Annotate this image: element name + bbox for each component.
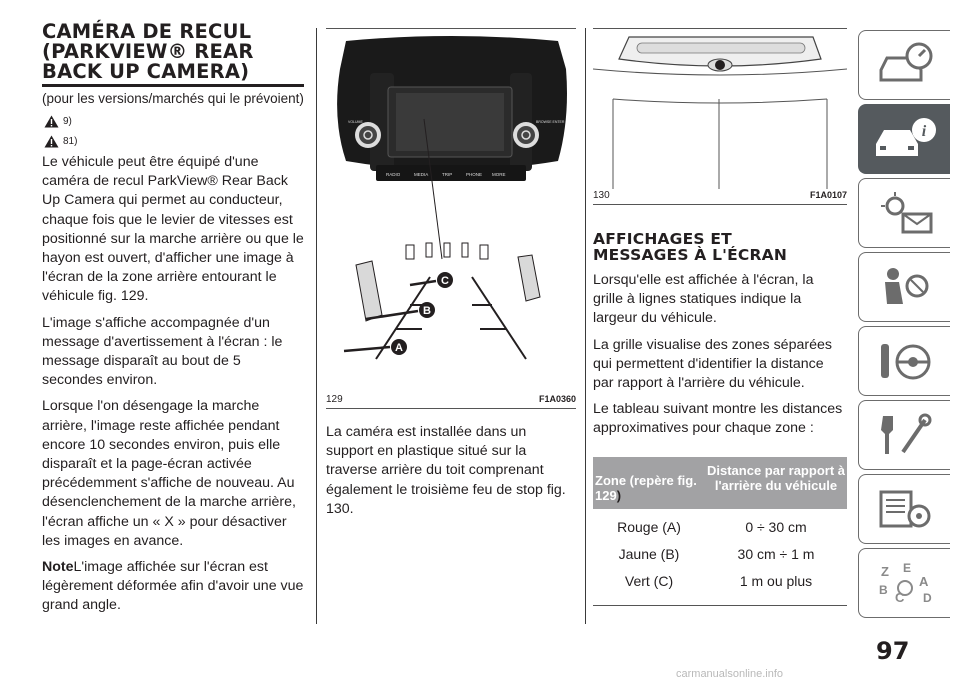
- figure-number: 130: [593, 190, 610, 201]
- title-line: MESSAGES À L'ÉCRAN: [593, 246, 787, 264]
- chapter-sidebar: [858, 30, 950, 622]
- specs-gear-icon: [873, 486, 937, 532]
- table-cell-zone: Rouge (A): [617, 518, 681, 535]
- car-dashboard-icon: [873, 42, 937, 88]
- table-cell-distance: 0 ÷ 30 cm: [745, 518, 807, 535]
- warning-reference[interactable]: [44, 113, 304, 129]
- chapter-tab-maintenance[interactable]: [858, 474, 950, 544]
- rear-camera-illustration: [593, 29, 847, 189]
- column-1: [42, 22, 304, 623]
- warning-triangle-icon: [44, 115, 59, 128]
- section-title: [593, 231, 847, 263]
- warning-number: 81): [63, 135, 78, 147]
- note-text: L'image affichée sur l'écran est légèrement déformée afin d'avoir une vue grand angle.: [42, 559, 304, 614]
- subtitle: (pour les versions/marchés qui le prévoient): [42, 91, 304, 106]
- steering-icon: [873, 338, 937, 384]
- title-line: CAMÉRA DE RECUL: [42, 20, 252, 43]
- body-paragraph: Le tableau suivant montre les distances approximatives pour chaque zone :: [593, 401, 843, 437]
- title-line: (PARKVIEW® REAR: [42, 40, 254, 63]
- radio-button-label: MEDIA: [414, 172, 429, 177]
- title-line: BACK UP CAMERA): [42, 60, 250, 83]
- tools-icon: [873, 412, 937, 458]
- table-header-zone: [593, 457, 705, 509]
- table-header-distance: Distance par rapport à l'arrière du véhicule: [705, 457, 847, 509]
- table-row: [593, 543, 847, 570]
- note-label: Note: [42, 559, 74, 576]
- header-text: Zone (repère fig. 129: [595, 472, 697, 503]
- chapter-tab-warning-lights[interactable]: [858, 178, 950, 248]
- zone-label-b: B: [423, 305, 431, 317]
- table-header-row: [593, 457, 847, 509]
- chapter-tab-dashboard[interactable]: [858, 30, 950, 100]
- title-line: AFFICHAGES ET: [593, 230, 732, 248]
- column-divider: [316, 28, 317, 624]
- figure-code: F1A0360: [538, 394, 576, 404]
- table-row: [593, 570, 847, 597]
- figure-number: 129: [326, 394, 343, 405]
- radio-button-label: PHONE: [466, 172, 483, 177]
- watermark: carmanualsonline.info: [676, 668, 784, 680]
- svg-text:A: A: [918, 574, 928, 589]
- svg-text:C: C: [894, 590, 904, 605]
- figure-129: [326, 28, 576, 409]
- radio-button-label: TRIP: [442, 172, 453, 177]
- column-3: [593, 0, 847, 606]
- body-paragraph: Le véhicule peut être équipé d'une caméra de recul ParkView® Rear Back Up Camera qui permet au conducteur, chaque fois que le levier de vitesses est positionné sur la marche arrière ou que le hayon est ouvert, d'afficher une image à l'écran de la zone arrière entourant le véhicule fig. 129.: [42, 154, 304, 305]
- chapter-tab-safety[interactable]: [858, 252, 950, 322]
- figure-130: [593, 28, 847, 205]
- svg-text:E: E: [902, 561, 911, 575]
- header-paren: ): [616, 487, 622, 503]
- svg-text:Z: Z: [880, 564, 889, 579]
- body-paragraph: La grille visualise des zones séparées qui permettent d'identifier la distance par rapport à l'arrière du véhicule.: [593, 336, 832, 392]
- volume-label: VOLUME: [348, 120, 363, 124]
- chapter-tab-starting-driving[interactable]: [858, 326, 950, 396]
- figure-caption: [326, 394, 576, 409]
- body-paragraph: Lorsque l'on désengage la marche arrière, l'image reste affichée pendant encore 10 secondes environ, puis elle disparaît et la page-écran activée précédemment s'affiche de nouveau. Au désenclenchement de la marche arrière, l'écran affiche un « X » pour désactiver les images en avance.: [42, 398, 296, 549]
- car-info-icon: [870, 116, 940, 162]
- table-cell-distance: 1 m ou plus: [739, 572, 813, 589]
- note-paragraph: [42, 558, 304, 616]
- table-cell-zone: Jaune (B): [618, 545, 680, 562]
- radio-button-label: MORE: [492, 172, 506, 177]
- zone-label-c: C: [441, 275, 449, 287]
- body-paragraph: La caméra est installée dans un support en plastique situé sur la traverse arrière du toit comprenant également le troisième feu de stop fig. 130.: [326, 424, 566, 517]
- browse-label: BROWSE ENTER: [536, 120, 565, 124]
- warning-triangle-icon: [44, 135, 59, 148]
- radio-display-illustration: [326, 29, 576, 391]
- chapter-tab-index[interactable]: [858, 548, 950, 618]
- body-paragraph: L'image s'affiche accompagnée d'un message d'avertissement à l'écran : le message disparaît au bout de 5 secondes environ.: [42, 314, 283, 389]
- airbag-seat-icon: [873, 264, 937, 310]
- figure-caption: [593, 190, 847, 205]
- warning-number: 9): [63, 115, 72, 127]
- page-number: 97: [876, 637, 910, 665]
- warning-lights-icon: [873, 190, 937, 236]
- table-cell-distance: 30 cm ÷ 1 m: [737, 545, 815, 562]
- table-bottom-rule: [593, 597, 847, 606]
- body-paragraph: Lorsqu'elle est affichée à l'écran, la grille à lignes statiques indique la largeur du véhicule.: [593, 272, 814, 327]
- table-cell-zone: Vert (C): [624, 572, 674, 589]
- radio-button-label: RADIO: [386, 172, 401, 177]
- title-underline: [42, 84, 304, 87]
- column-2: [326, 0, 576, 526]
- chapter-tab-emergency[interactable]: [858, 400, 950, 470]
- table-row: [593, 509, 847, 543]
- distance-table: [593, 457, 847, 597]
- section-title: [42, 22, 304, 82]
- figure-code: F1A0107: [809, 190, 847, 200]
- chapter-tab-knowing-vehicle[interactable]: [858, 104, 950, 174]
- svg-text:i: i: [921, 123, 926, 140]
- alphabet-index-icon: [873, 560, 937, 606]
- column-divider: [585, 28, 586, 624]
- svg-text:B: B: [878, 583, 888, 597]
- warning-reference[interactable]: [44, 133, 304, 149]
- svg-text:D: D: [922, 591, 932, 605]
- zone-label-a: A: [395, 342, 403, 354]
